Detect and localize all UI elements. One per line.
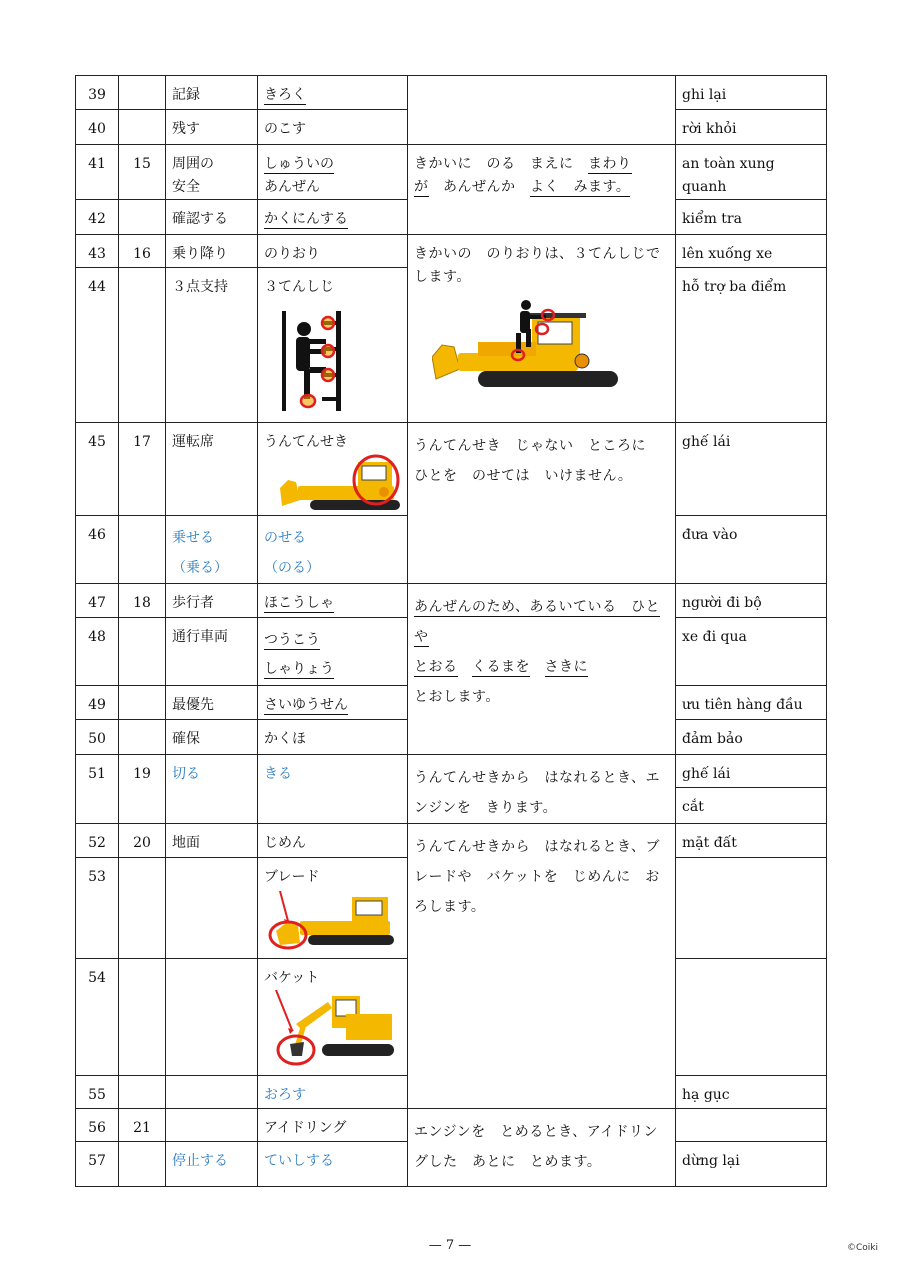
kanji-cell: 記録: [166, 76, 258, 110]
page-number: — 7 —: [428, 1238, 472, 1253]
table-row: 48 通行車両 つうこう しゃりょう xe đi qua: [76, 617, 827, 685]
bulldozer-climbing-illustration: [432, 297, 632, 397]
table-row: 50 確保 かくほ đảm bảo: [76, 719, 827, 754]
table-row: 42 確認する かくにんする kiểm tra: [76, 200, 827, 235]
sentence-cell: エンジンを とめるとき、アイドリングした あとに とめます。: [408, 1109, 676, 1187]
table-row: 54 バケット: [76, 959, 827, 1076]
copyright: ©Coiki: [846, 1243, 878, 1253]
table-row: 53 ブレード: [76, 858, 827, 959]
table-row: 49 最優先 さいゆうせん ưu tiên hàng đầu: [76, 685, 827, 719]
sentence-cell: あんぜんのため、あるいている ひとや とおる くるまを さきに とおします。: [408, 583, 676, 754]
bulldozer-blade-illustration: [266, 891, 398, 951]
sentence-cell: [408, 76, 676, 145]
table-row: 46 乗せる （乗る） のせる （のる） đưa vào: [76, 516, 827, 584]
excavator-bucket-illustration: [266, 990, 398, 1070]
table-row: [76, 76, 827, 110]
table-row: 40 残す のこす rời khỏi: [76, 110, 827, 145]
row-number: 39: [76, 76, 119, 110]
table-row: 55 おろす hạ gục: [76, 1076, 827, 1109]
table-row: 47 18 歩行者 ほこうしゃ あんぜんのため、あるいている ひとや とおる くるまを さきに とおします。 người đi bộ: [76, 583, 827, 617]
table-row: 44 ３点支持 ３てんしじ hỗ trợ ba điểm: [76, 268, 827, 423]
vocabulary-table: [75, 75, 827, 1187]
sentence-cell: うんてんせき じゃない ところに ひとを のせては いけません。: [408, 423, 676, 584]
bulldozer-cab-illustration: [280, 454, 410, 514]
sentence-cell: うんてんせきから はなれるとき、エンジンを きります。: [408, 754, 676, 823]
table-row: 57 停止する ていしする dừng lại: [76, 1142, 827, 1187]
lesson-number: [119, 76, 166, 110]
sentence-cell: きかいに のる まえに まわり が あんぜんか よく みます。: [408, 145, 676, 235]
table-row: 51 19 切る きる うんてんせきから はなれるとき、エンジンを きります。 ghế lái cắt: [76, 754, 827, 823]
table-row: 52 20 地面 じめん うんてんせきから はなれるとき、ブレードや バケットを じめんに おろします。 mặt đất: [76, 824, 827, 858]
ladder-three-point-illustration: [278, 309, 358, 414]
table-row: 43 16 乗り降り のりおり きかいの のりおりは、３てんしじで します。 lên xuống xe: [76, 235, 827, 268]
table-row: 45 17 運転席 うんてんせき うんてんせき じゃない ところに ひとを のせては いけません。 ghế lái: [76, 423, 827, 516]
sentence-cell: うんてんせきから はなれるとき、ブレードや バケットを じめんに おろします。: [408, 824, 676, 1109]
vietnamese-cell: ghi lại: [676, 76, 827, 110]
table-row: 41 15 周囲の 安全 しゅういの あんぜん きかいに のる まえに まわり が あんぜんか よく みます。 an toàn xung quanh: [76, 145, 827, 200]
sentence-cell: きかいの のりおりは、３てんしじで します。: [408, 235, 676, 423]
kana-cell: きろく: [258, 76, 408, 110]
table-row: 56 21 アイドリング エンジンを とめるとき、アイドリングした あとに とめます。: [76, 1109, 827, 1142]
